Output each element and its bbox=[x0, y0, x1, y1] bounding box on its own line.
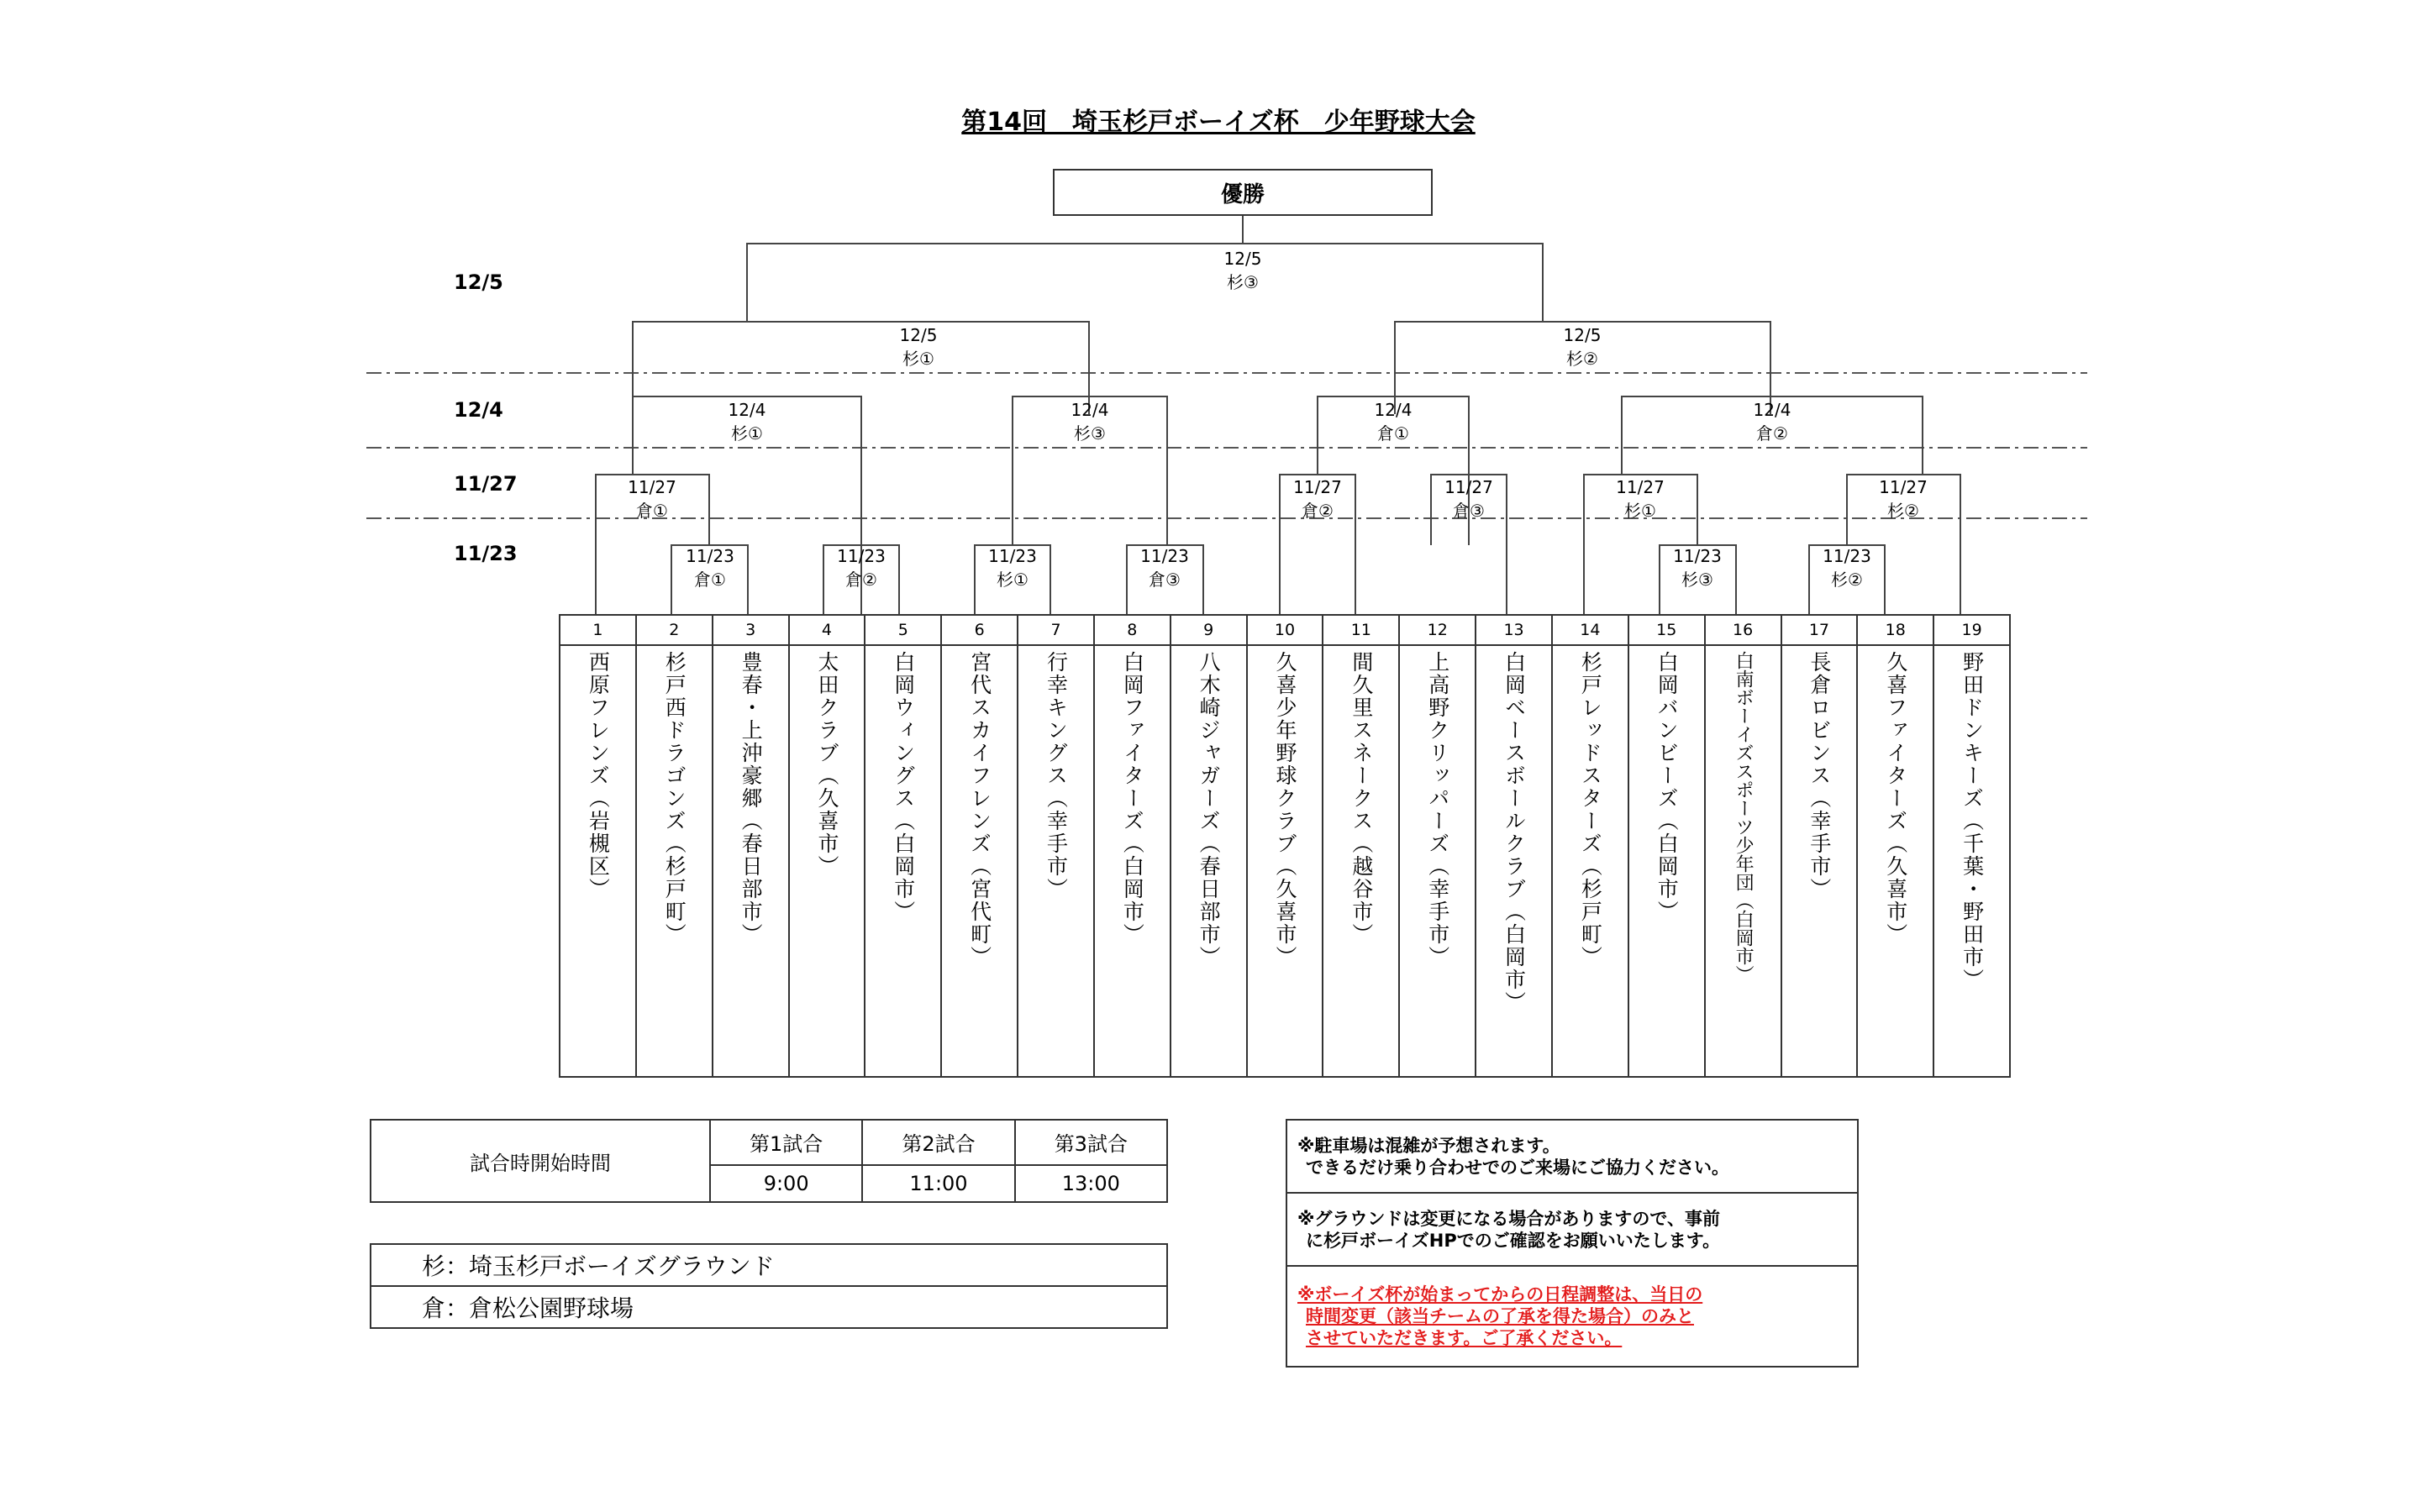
team-number: 12 bbox=[1400, 616, 1475, 646]
match-r1-3: 11/23 杉① bbox=[988, 546, 1037, 590]
venue-legend bbox=[370, 1243, 1168, 1329]
team-name: 白岡バンビーズ（白岡市） bbox=[1655, 651, 1680, 923]
match-semi-left: 12/5 杉① bbox=[899, 325, 938, 369]
team-name: 宮代スカイフレンズ（宮代町） bbox=[967, 651, 992, 969]
team-column bbox=[1323, 616, 1400, 1076]
team-number: 1 bbox=[560, 616, 635, 646]
team-column bbox=[1858, 616, 1934, 1076]
team-column bbox=[1400, 616, 1476, 1076]
team-column bbox=[1629, 616, 1706, 1076]
schedule-label: 試合時開始時間 bbox=[371, 1120, 710, 1202]
team-number: 8 bbox=[1095, 616, 1170, 646]
team-number: 13 bbox=[1476, 616, 1551, 646]
round-date-r1: 11/23 bbox=[454, 542, 518, 565]
team-column bbox=[790, 616, 866, 1076]
match-r2-2: 11/27 倉② bbox=[1293, 477, 1342, 521]
team-name: 久喜ファイターズ（久喜市） bbox=[1883, 651, 1908, 946]
match-r1-5: 11/23 杉③ bbox=[1673, 546, 1722, 590]
match-r1-4: 11/23 倉③ bbox=[1140, 546, 1189, 590]
team-column bbox=[1476, 616, 1553, 1076]
team-column bbox=[1171, 616, 1248, 1076]
team-column bbox=[942, 616, 1018, 1076]
match-qf4: 12/4 倉② bbox=[1753, 400, 1791, 444]
match-qf3: 12/4 倉① bbox=[1374, 400, 1413, 444]
note-schedule-change: ※ボーイズ杯が始まってからの日程調整は、当日の 時間変更（該当チームの了承を得た場合）のみと させていただきます。ご了承ください。 bbox=[1286, 1266, 1858, 1367]
match-qf2: 12/4 杉③ bbox=[1071, 400, 1109, 444]
game-time: 13:00 bbox=[1015, 1165, 1167, 1202]
game-name: 第2試合 bbox=[862, 1120, 1014, 1165]
round-date-final: 12/5 bbox=[454, 270, 503, 294]
team-name: 上高野クリッパーズ（幸手市） bbox=[1425, 651, 1450, 969]
team-column bbox=[1782, 616, 1859, 1076]
venue-sugito: 杉：埼玉杉戸ボーイズグラウンド bbox=[371, 1244, 1167, 1286]
game-time-table bbox=[370, 1119, 1168, 1203]
team-number: 18 bbox=[1858, 616, 1933, 646]
team-name: 白南ボーイズスポーツ少年団（白岡市） bbox=[1733, 651, 1754, 984]
team-number: 5 bbox=[865, 616, 940, 646]
team-name: 野田ドンキーズ（千葉・野田市） bbox=[1960, 651, 1985, 991]
team-number: 11 bbox=[1323, 616, 1398, 646]
team-column bbox=[1095, 616, 1171, 1076]
note-ground: ※グラウンドは変更になる場合がありますので、事前 に杉戸ボーイズHPでのご確認をお願いいたします。 bbox=[1286, 1193, 1858, 1266]
team-name: 白岡ファイターズ（白岡市） bbox=[1120, 651, 1145, 946]
team-name: 太田クラブ（久喜市） bbox=[814, 651, 839, 878]
team-number: 10 bbox=[1248, 616, 1323, 646]
team-grid bbox=[559, 614, 2011, 1078]
match-r1-6: 11/23 杉② bbox=[1823, 546, 1871, 590]
team-name: 間久里スネークス（越谷市） bbox=[1349, 651, 1374, 946]
match-final: 12/5 杉③ bbox=[1223, 249, 1262, 292]
team-name: 杉戸レッドスターズ（杉戸町） bbox=[1578, 651, 1603, 969]
round-separators bbox=[366, 373, 2087, 518]
match-semi-right: 12/5 杉② bbox=[1563, 325, 1602, 369]
team-name: 長倉ロビンス（幸手市） bbox=[1807, 651, 1832, 900]
team-column bbox=[1018, 616, 1095, 1076]
match-r1-2: 11/23 倉② bbox=[837, 546, 886, 590]
match-r1-1: 11/23 倉① bbox=[686, 546, 734, 590]
note-parking: ※駐車場は混雑が予想されます。 できるだけ乗り合わせでのご来場にご協力ください。 bbox=[1286, 1120, 1858, 1193]
team-column bbox=[637, 616, 713, 1076]
team-name: 豊春・上沖豪郷（春日部市） bbox=[739, 651, 764, 946]
notes-box bbox=[1286, 1119, 1859, 1368]
champion-box: 優勝 bbox=[1053, 169, 1433, 216]
team-name: 行幸キングス（幸手市） bbox=[1044, 651, 1069, 900]
match-r2-5: 11/27 杉② bbox=[1879, 477, 1928, 521]
team-name: 白岡ベースボールクラブ（白岡市） bbox=[1502, 651, 1527, 1014]
team-column bbox=[1934, 616, 2009, 1076]
team-name: 西原フレンズ（岩槻区） bbox=[586, 651, 611, 900]
match-r2-4: 11/27 杉① bbox=[1616, 477, 1665, 521]
team-number: 19 bbox=[1934, 616, 2009, 646]
team-number: 17 bbox=[1782, 616, 1857, 646]
round-date-r2: 11/27 bbox=[454, 472, 518, 496]
game-name: 第1試合 bbox=[710, 1120, 862, 1165]
team-number: 4 bbox=[790, 616, 865, 646]
team-number: 9 bbox=[1171, 616, 1246, 646]
team-column bbox=[1706, 616, 1782, 1076]
team-name: 杉戸西ドラゴンズ（杉戸町） bbox=[662, 651, 687, 946]
team-column bbox=[865, 616, 942, 1076]
game-time: 11:00 bbox=[862, 1165, 1014, 1202]
team-number: 2 bbox=[637, 616, 712, 646]
page-title: 第14回 埼玉杉戸ボーイズ杯 少年野球大会 bbox=[961, 108, 1476, 137]
venue-kuramatsu: 倉：倉松公園野球場 bbox=[371, 1286, 1167, 1328]
team-number: 15 bbox=[1629, 616, 1704, 646]
team-column bbox=[713, 616, 790, 1076]
team-name: 白岡ウィングス（白岡市） bbox=[891, 651, 916, 923]
team-name: 久喜少年野球クラブ（久喜市） bbox=[1273, 651, 1298, 969]
round-date-qf: 12/4 bbox=[454, 398, 503, 422]
team-number: 16 bbox=[1706, 616, 1781, 646]
game-name: 第3試合 bbox=[1015, 1120, 1167, 1165]
team-column bbox=[1248, 616, 1324, 1076]
match-qf1: 12/4 杉① bbox=[728, 400, 766, 444]
team-number: 3 bbox=[713, 616, 788, 646]
match-r2-3: 11/27 倉③ bbox=[1444, 477, 1493, 521]
team-number: 7 bbox=[1018, 616, 1093, 646]
team-column bbox=[1553, 616, 1629, 1076]
team-column bbox=[560, 616, 637, 1076]
match-r2-1: 11/27 倉① bbox=[628, 477, 676, 521]
team-number: 6 bbox=[942, 616, 1017, 646]
team-number: 14 bbox=[1553, 616, 1628, 646]
team-name: 八木崎ジャガーズ（春日部市） bbox=[1197, 651, 1222, 969]
game-time: 9:00 bbox=[710, 1165, 862, 1202]
